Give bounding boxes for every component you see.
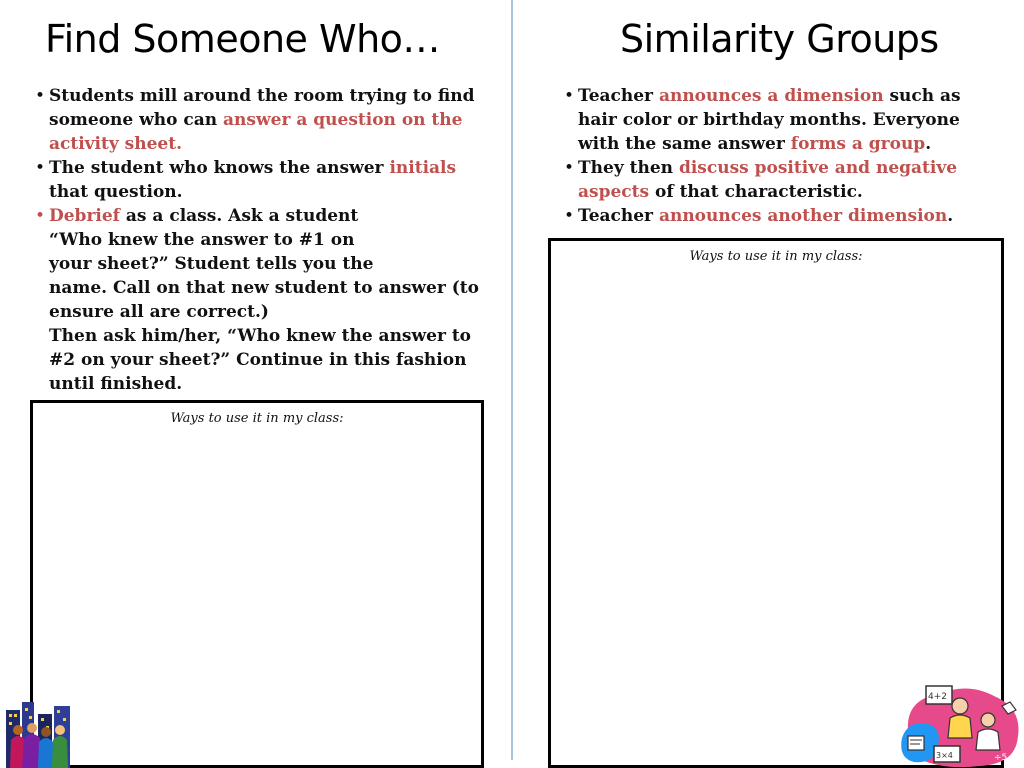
bullet-item — [31, 84, 486, 156]
highlighted-text: forms a group — [790, 134, 926, 154]
highlighted-text: discuss positive and negative aspects — [578, 158, 958, 202]
bullet-text: Then ask him/her, “Who knew the answer to #2 on your sheet?” Continue in this fashion until finished. — [49, 326, 472, 394]
left-notes-box[interactable] — [30, 400, 484, 768]
math-students-icon — [898, 680, 1024, 768]
svg-text:4+2: 4+2 — [928, 692, 947, 702]
highlighted-text: announces another dimension — [658, 206, 948, 226]
bullet-text: your sheet?” Student tells you the — [49, 254, 374, 274]
bullet-text: as a class. Ask a student — [120, 206, 359, 226]
bullet-text: Teacher — [578, 206, 659, 226]
bullet-text: . — [925, 134, 932, 154]
bullet-item — [560, 84, 1000, 156]
bullet-text: of that characteristic. — [649, 182, 863, 202]
bullet-text: name. Call on that new student to answer (to ensure all are correct.) — [49, 278, 479, 322]
column-divider — [511, 0, 513, 760]
svg-text:÷5: ÷5 — [994, 753, 1008, 763]
highlighted-text: announces a dimension — [658, 86, 884, 106]
left-title: Find Someone Who… — [45, 17, 440, 61]
highlighted-text: answer a question on the activity sheet. — [49, 110, 463, 154]
bullet-text: “Who knew the answer to #1 on — [49, 230, 355, 250]
bullet-text: The student who knows the answer — [49, 158, 390, 178]
city-people-icon — [2, 700, 78, 768]
left-notes-label: Ways to use it in my class: — [170, 411, 344, 426]
right-notes-label: Ways to use it in my class: — [689, 249, 863, 264]
bullet-text: They then — [578, 158, 679, 178]
highlighted-text: Debrief — [49, 206, 120, 226]
bullet-text: such as hair color or birthday months. Everyone with the same answer — [578, 86, 961, 154]
svg-text:3×4: 3×4 — [936, 751, 953, 760]
bullet-item — [31, 156, 486, 204]
right-bullet-list — [560, 84, 1000, 228]
bullet-text: that question. — [49, 182, 183, 202]
right-title: Similarity Groups — [620, 17, 939, 61]
bullet-item — [560, 156, 1000, 204]
bullet-item — [560, 204, 1000, 228]
highlighted-text: initials — [389, 158, 457, 178]
bullet-text: Teacher — [578, 86, 659, 106]
left-bullet-list — [31, 84, 486, 396]
bullet-text: Students mill around the room trying to find someone who can — [49, 86, 475, 130]
bullet-item — [31, 204, 486, 396]
bullet-text: . — [947, 206, 954, 226]
